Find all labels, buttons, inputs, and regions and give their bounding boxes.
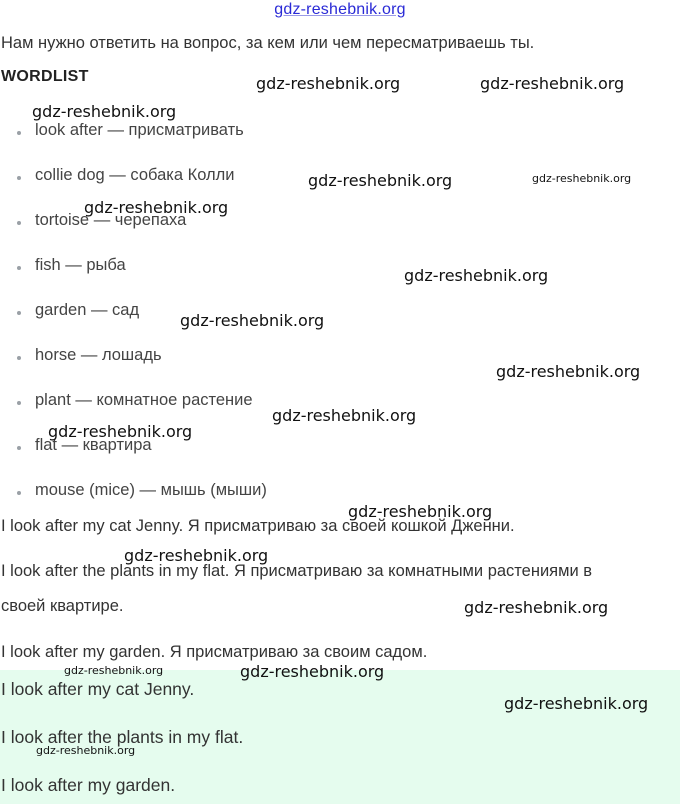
bullet-icon — [17, 266, 21, 270]
bullet-icon — [17, 176, 21, 180]
wordlist-entry: garden — сад — [35, 301, 140, 319]
wordlist-entry: flat — квартира — [35, 436, 152, 454]
bullet-icon — [17, 221, 21, 225]
watermark: gdz-reshebnik.org — [504, 694, 649, 713]
watermark: gdz-reshebnik.org — [180, 311, 325, 330]
wordlist-entry: collie dog — собака Колли — [35, 166, 235, 184]
watermark: gdz-reshebnik.org — [48, 422, 193, 441]
wordlist-entry: mouse (mice) — мышь (мыши) — [35, 481, 267, 499]
watermark: gdz-reshebnik.org — [532, 172, 632, 185]
watermark: gdz-reshebnik.org — [496, 362, 641, 381]
wordlist-entry: horse — лошадь — [35, 346, 162, 364]
example-sentence: I look after my garden. Я присматриваю за своим садом. — [1, 643, 428, 661]
bullet-icon — [17, 491, 21, 495]
watermark: gdz-reshebnik.org — [272, 406, 417, 425]
watermark: gdz-reshebnik.org — [348, 502, 493, 521]
example-sentence: I look after my cat Jenny. Я присматриваю за своей кошкой Дженни. — [1, 517, 515, 535]
example-sentence-continued: своей квартире. — [1, 597, 124, 615]
watermark: gdz-reshebnik.org — [464, 598, 609, 617]
watermark: gdz-reshebnik.org — [84, 198, 229, 217]
wordlist-entry: look after — присматривать — [35, 121, 244, 139]
answer-sentence: I look after my garden. — [1, 775, 176, 795]
watermark: gdz-reshebnik.org — [36, 744, 136, 757]
intro-text: Нам нужно ответить на вопрос, за кем или чем пересматриваешь ты. — [1, 34, 535, 52]
watermark: gdz-reshebnik.org — [480, 74, 625, 93]
answer-sentence: I look after the plants in my flat. — [1, 727, 244, 747]
bullet-icon — [17, 131, 21, 135]
watermark: gdz-reshebnik.org — [124, 546, 269, 565]
wordlist-entry: fish — рыба — [35, 256, 126, 274]
watermark: gdz-reshebnik.org — [32, 102, 177, 121]
wordlist-title: WORDLIST — [1, 68, 89, 85]
bullet-icon — [17, 356, 21, 360]
bullet-icon — [17, 446, 21, 450]
watermark: gdz-reshebnik.org — [64, 664, 164, 677]
watermark: gdz-reshebnik.org — [240, 662, 385, 681]
bullet-icon — [17, 311, 21, 315]
answer-sentence: I look after my cat Jenny. — [1, 679, 195, 699]
example-sentence: I look after the plants in my flat. Я присматриваю за комнатными растениями в — [1, 562, 593, 580]
bullet-icon — [17, 401, 21, 405]
watermark: gdz-reshebnik.org — [256, 74, 401, 93]
header-watermark: gdz-reshebnik.org — [274, 1, 406, 18]
wordlist-entry: plant — комнатное растение — [35, 391, 253, 409]
wordlist-entry: tortoise — черепаха — [35, 211, 187, 229]
watermark: gdz-reshebnik.org — [308, 171, 453, 190]
watermark: gdz-reshebnik.org — [404, 266, 549, 285]
